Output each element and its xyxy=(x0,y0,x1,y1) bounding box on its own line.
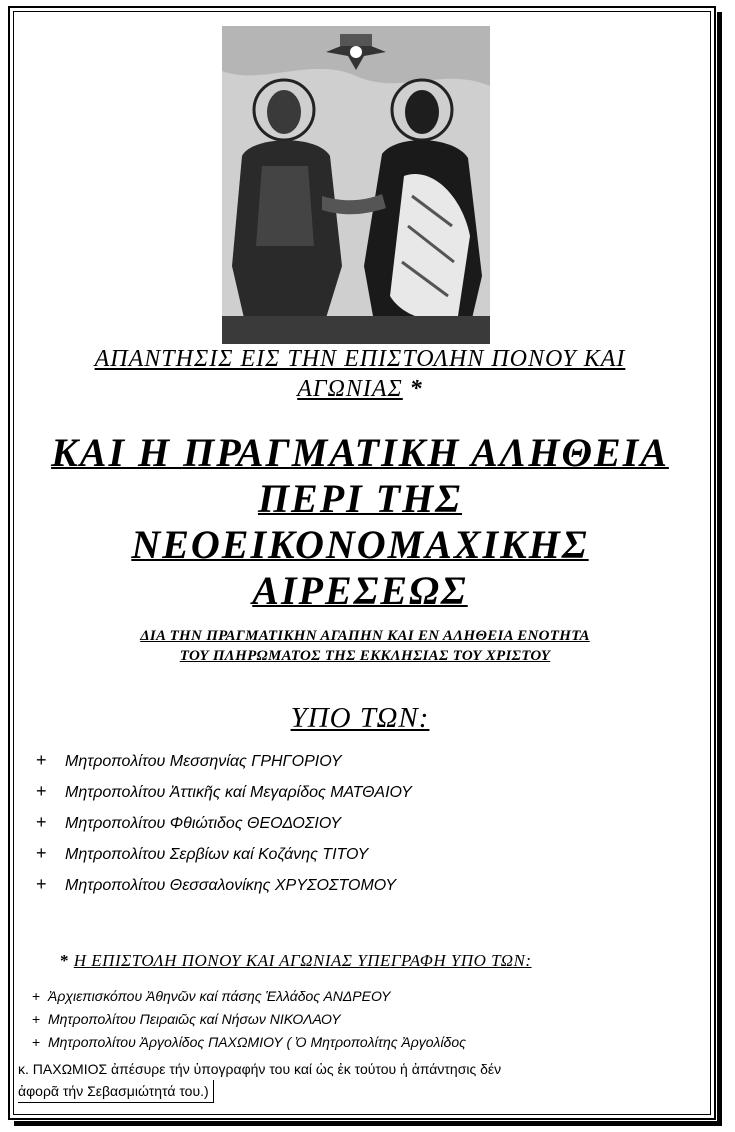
note-item-text: Μητροπολίτου Ἀργολίδος ΠΑΧΩΜΙΟΥ ( Ὁ Μητροπολίτης Ἀργολίδος xyxy=(48,1034,466,1050)
byline: ΥΠΟ ΤΩΝ: xyxy=(290,702,430,734)
note-asterisk: * xyxy=(60,951,69,970)
cross-icon: + xyxy=(32,1011,41,1027)
note-item-text: Μητροπολίτου Πειραιῶς καί Νήσων ΝΙΚΟΛΑΟΥ xyxy=(48,1011,341,1027)
cross-icon: + xyxy=(32,1034,41,1050)
subtitle-line-1: ΑΠΑΝΤΗΣΙΣ ΕΙΣ ΤΗΝ ΕΠΙΣΤΟΛΗΝ ΠΟΝΟΥ ΚΑΙ xyxy=(94,346,626,372)
signer-item xyxy=(36,807,676,838)
signer-name: Μητροπολίτου Θεσσαλονίκης ΧΡΥΣΟΣΤΟΜΟΥ xyxy=(65,877,397,894)
subheading-line-2: ΤΟΥ ΠΛΗΡΩΜΑΤΟΣ ΤΗΣ ΕΚΚΛΗΣΙΑΣ ΤΟΥ ΧΡΙΣΤΟΥ xyxy=(179,648,551,664)
note-para-line-1: κ. ΠΑΧΩΜΙΟΣ ἀπέσυρε τήν ὑπογραφήν του καί ὡς ἐκ τούτου ἡ ἀπάντησις δέν xyxy=(18,1061,502,1077)
signer-item xyxy=(36,869,676,900)
subheading xyxy=(20,626,710,666)
headline-line-1: ΚΑΙ Η ΠΡΑΓΜΑΤΙΚΗ ΑΛΗΘΕΙΑ xyxy=(51,430,669,475)
subheading-line-1: ΔΙΑ ΤΗΝ ΠΡΑΓΜΑΤΙΚΗΝ ΑΓΑΠΗΝ ΚΑΙ ΕΝ ΑΛΗΘΕΙΑ ΕΝΟΤΗΤΑ xyxy=(140,628,590,644)
signer-name: Μητροπολίτου Μεσσηνίας ΓΡΗΓΟΡΙΟΥ xyxy=(65,753,342,770)
cross-icon: + xyxy=(36,812,47,832)
signer-name: Μητροπολίτου Σερβίων καί Κοζάνης ΤΙΤΟΥ xyxy=(65,846,369,863)
subtitle-asterisk: * xyxy=(409,376,423,402)
main-headline xyxy=(30,430,690,614)
signer-item xyxy=(36,776,676,807)
subtitle xyxy=(30,344,690,404)
note-item xyxy=(24,985,704,1008)
note-title xyxy=(60,950,690,972)
signer-name: Μητροπολίτου Ἀττικῆς καί Μεγαρίδος ΜΑΤΘΑΙΟΥ xyxy=(65,784,412,801)
signer-name: Μητροπολίτου Φθιώτιδος ΘΕΟΔΟΣΙΟΥ xyxy=(65,815,342,832)
holy-trinity-icon-image xyxy=(222,26,490,344)
note-title-text: Η ΕΠΙΣΤΟΛΗ ΠΟΝΟΥ ΚΑΙ ΑΓΩΝΙΑΣ ΥΠΕΓΡΑΦΗ ΥΠΟ ΤΩΝ: xyxy=(73,951,532,970)
cross-icon: + xyxy=(36,750,47,770)
cross-icon: + xyxy=(36,843,47,863)
note-paragraph xyxy=(18,1058,698,1103)
cross-icon: + xyxy=(36,874,47,894)
headline-line-3: ΝΕΟΕΙΚΟΝΟΜΑΧΙΚΗΣ xyxy=(131,522,589,567)
note-signers-list xyxy=(24,985,704,1054)
signer-item xyxy=(36,838,676,869)
cross-icon: + xyxy=(36,781,47,801)
headline-line-4: ΑΙΡΕΣΕΩΣ xyxy=(252,568,468,613)
headline-line-2: ΠΕΡΙ ΤΗΣ xyxy=(257,476,463,521)
signers-list xyxy=(36,745,676,900)
note-para-line-2: ἀφορᾶ τήν Σεβασμιώτητά του.) xyxy=(18,1080,214,1103)
note-item xyxy=(24,1008,704,1031)
cross-icon: + xyxy=(32,988,41,1004)
note-item xyxy=(24,1031,704,1054)
subtitle-line-2: ΑΓΩΝΙΑΣ xyxy=(297,376,403,402)
note-item-text: Ἀρχιεπισκόπου Ἀθηνῶν καί πάσης Ἑλλάδος ΑΝΔΡΕΟΥ xyxy=(48,988,391,1004)
signer-item xyxy=(36,745,676,776)
